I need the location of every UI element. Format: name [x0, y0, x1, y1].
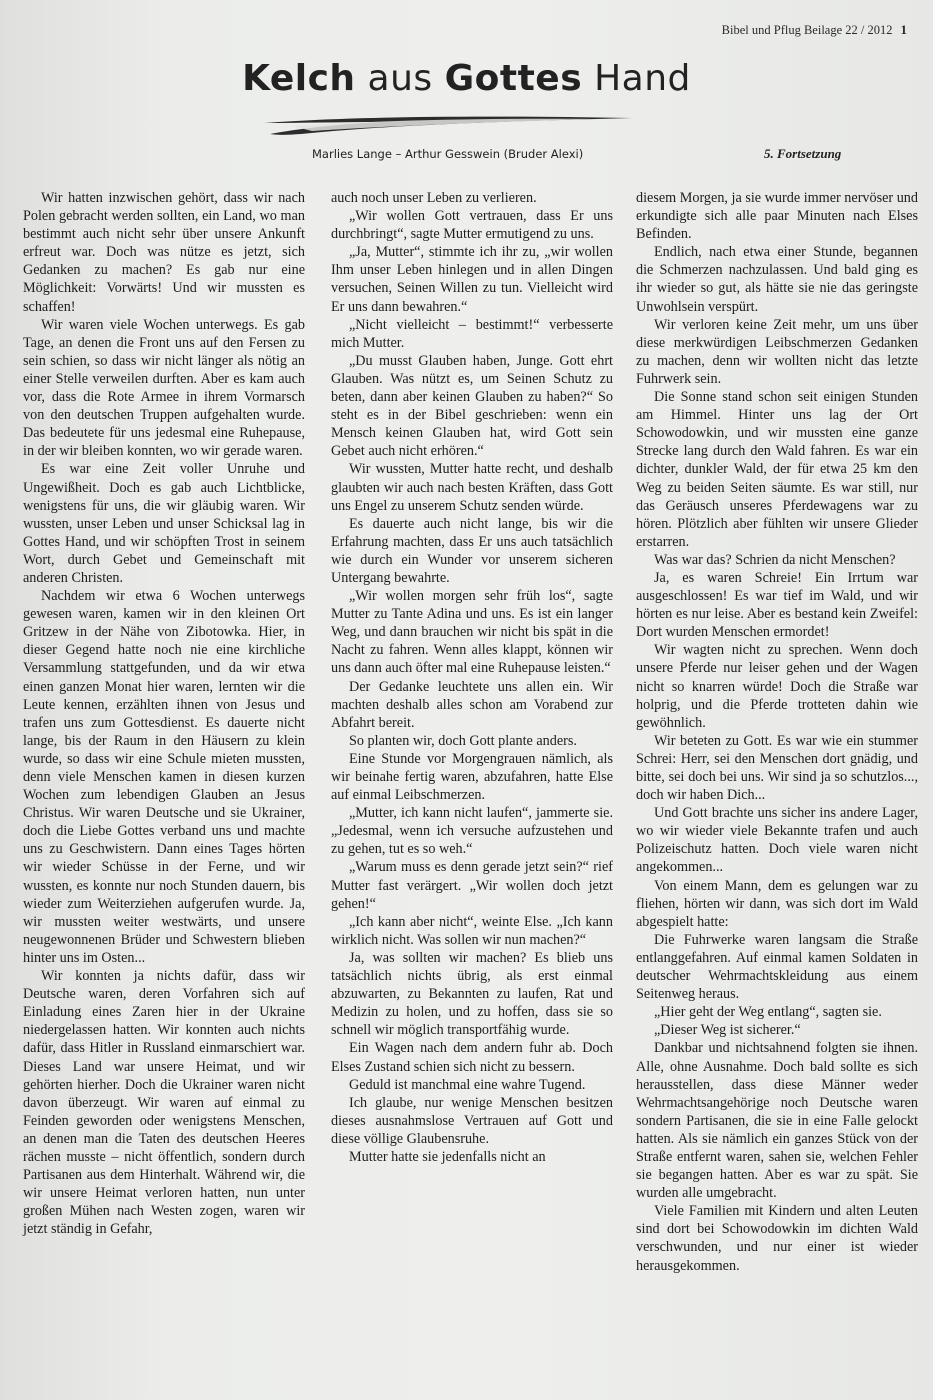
paragraph: Ein Wagen nach dem andern fuhr ab. Doch Elses Zustand schien sich nicht zu bessern. — [331, 1040, 613, 1075]
paragraph: Von einem Mann, dem es gelungen war zu fliehen, hörten wir dann, was sich dort im Wald abgespielt hatte: — [636, 877, 918, 930]
paragraph: Die Fuhrwerke waren langsam die Straße entlanggefahren. Auf einmal kamen Soldaten in deutscher Wehrmachtskleidung aus einem Seitenweg heraus. — [636, 931, 918, 1003]
paragraph: Geduld ist manchmal eine wahre Tugend. — [349, 1076, 586, 1093]
paragraph: diesem Morgen, ja sie wurde immer nervöser und erkundigte sich alle paar Minuten nach Elses Befinden. — [636, 190, 918, 243]
paragraph: Der Gedanke leuchtete uns allen ein. Wir machten deshalb alles schon am Vorabend zur Abfahrt bereit. — [331, 678, 613, 731]
paragraph: Und Gott brachte uns sicher ins andere Lager, wo wir wieder viele Bekannte trafen und auch Polizeischutz hatten. Doch viele waren nicht angekommen... — [636, 805, 918, 876]
paragraph: Wir waren viele Wochen unterwegs. Es gab Tage, an denen die Front uns auf den Fersen zu sein schien, so dass wir nicht länger als nötig an einer Stelle verweilen durften. Aber es kam auch vor, dass die Rote Armee in ihrem Vormarsch von den deutschen Truppen aufgehalten wurde. Das bedeutete für uns jedesmal eine Ruhepause, in der wir bleiben konnten, wo wir gerade waren. — [23, 316, 305, 460]
paragraph: „Wir wollen Gott vertrauen, dass Er uns durchbringt“, sagte Mutter ermutigend zu uns. — [331, 208, 613, 243]
running-head-text: Bibel und Pflug Beilage 22 / 2012 — [721, 23, 893, 37]
paragraph: Wir beteten zu Gott. Es war wie ein stummer Schrei: Herr, sei den Menschen dort gnädig, und bitte, sei doch bei uns. Wir sind ja so schutzlos..., doch wir haben Dich... — [636, 732, 918, 804]
paragraph: „Warum muss es denn gerade jetzt sein?“ rief Mutter fast verärgert. „Wir wollen doch jetzt gehen!“ — [331, 859, 613, 912]
paragraph: Viele Familien mit Kindern und alten Leuten sind dort bei Schowodowkin im dichten Wald verschwunden, und nur einer ist wieder herausgekommen. — [636, 1203, 918, 1274]
paragraph: Wir wagten nicht zu sprechen. Wenn doch unsere Pferde nur leiser gehen und der Wagen nicht so knarren würde! Doch die Straße war holprig, und die Pferde trotteten dahin wie gewöhnlich. — [636, 642, 918, 731]
paragraph: „Nicht vielleicht – bestimmt!“ verbesserte mich Mutter. — [331, 316, 613, 351]
paragraph: Ja, was sollten wir machen? Es blieb uns tatsächlich nichts übrig, als erst einmal abzuwarten, zu Bekannten zu laufen, Rat und Medizin zu holen, und zu hoffen, dass sie so schnell wir möglich transportfähig wurde. — [331, 949, 613, 1039]
paragraph: Nachdem wir etwa 6 Wochen unterwegs gewesen waren, kamen wir in den kleinen Ort Gritzew in der Nähe von Zibotowka. Hier, in dieser Gegend hatte noch nie eine kirchliche Versammlung stattgefunden, und da wir etwa einen ganzen Monat hier waren, lernten wir die Leute kennen, erzählten ihnen von Jesus und trafen uns zum Gottesdienst. Es dauerte nicht lange, bis der Raum in den Häusern zu klein wurde, so dass wir eine Schule mieten mussten, denn viele Menschen kamen in diesen kurzen Wochen zum lebendigen Glauben an Jesus Christus. Wir waren Deutsche und sie Ukrainer, doch die Liebe Gottes verband uns und machte uns zu Geschwistern. Dann eines Tages hörten wir wieder Schüsse in der Ferne, und wir wussten, es konnte nur noch Stunden dauern, bis wieder zum Weiterziehen aufgerufen wurde. Ja, wir mussten weiter westwärts, und unsere neugewonnenen Brüder und Schwestern blieben hinter uns im Osten... — [23, 588, 305, 966]
paragraph: Die Sonne stand schon seit einigen Stunden am Himmel. Hinter uns lag der Ort Schowodowkin, und wir mussten eine ganze Strecke lang durch den Wald fahren. Es war ein dichter, dunkler Wald, der für etwa 25 km den Weg zu beiden Seiten säumte. Es war still, nur das Geräusch unseres Pferdewagens war zu hören. Plötzlich aber fühlten wir unsere Glieder erstarren. — [636, 389, 918, 550]
paragraph: Wir hatten inzwischen gehört, dass wir nach Polen gebracht werden sollten, ein Land, wo man bestimmt auch nicht sehr über unsere Ankunft erfreut war. Doch was nütze es jetzt, sich Gedanken zu machen? Es gab nur eine Möglichkeit: Vorwärts! Und wir mussten es schaffen! — [23, 190, 305, 315]
paragraph: Dankbar und nichtsahnend folgten sie ihnen. Alle, ohne Ausnahme. Doch bald sollte es sich herausstellen, dass diese Männer weder Wehrmachtsangehörige noch Deutsche waren sondern Partisanen, die sie in eine Falle gelockt hatten. Als sie nämlich ein ganzes Stück von der Straße entfernt waren, sahen sie, welchen Fehler sie begangen hatten. Aber es war zu spät. Sie wurden alle umgebracht. — [636, 1040, 918, 1202]
paragraph: auch noch unser Leben zu verlieren. — [331, 190, 537, 206]
paragraph: „Ich kann aber nicht“, weinte Else. „Ich kann wirklich nicht. Was sollen wir nun machen?“ — [331, 913, 613, 948]
paragraph: So planten wir, doch Gott plante anders. — [349, 732, 577, 749]
paragraph: „Dieser Weg ist sicherer.“ — [654, 1022, 801, 1039]
byline-authors: Marlies Lange – Arthur Gesswein (Bruder Alexi) — [312, 147, 584, 161]
paragraph: Ich glaube, nur wenige Menschen besitzen dieses ausnahmslose Vertrauen auf Gott und diese völlige Glaubensruhe. — [331, 1094, 613, 1147]
page-number: 1 — [900, 22, 907, 37]
paragraph: Mutter hatte sie jedenfalls nicht an — [349, 1148, 546, 1165]
title-word-3: Gottes — [444, 58, 583, 99]
title-swash-ornament — [262, 112, 634, 138]
title-word-2: aus — [367, 58, 433, 99]
paragraph: „Hier geht der Weg entlang“, sagten sie. — [654, 1004, 882, 1021]
article-title — [0, 58, 933, 99]
text-column-3 — [636, 189, 918, 1275]
paragraph: „Wir wollen morgen sehr früh los“, sagte Mutter zu Tante Adina und uns. Es ist ein langer Weg, und dann brauchen wir nicht bis spät in die Nacht zu fahren. Wenn alles klappt, können wir uns dann auch öfter mal eine Ruhepause leisten.“ — [331, 588, 613, 677]
text-column-1 — [23, 189, 305, 1238]
paragraph: „Mutter, ich kann nicht laufen“, jammerte sie. „Jedesmal, wenn ich versuche aufzustehen und zu gehen, tut es so weh.“ — [331, 805, 613, 858]
paragraph: Es war eine Zeit voller Unruhe und Ungewißheit. Doch es gab auch Lichtblicke, wenigstens für uns, die wir gläubig waren. Wir wussten, unser Leben und unser Schicksal lag in Gottes Hand, und wir schöpften Trost in seinem Wort, durch Gebet und Gemeinschaft mit anderen Christen. — [23, 461, 305, 586]
paragraph: Endlich, nach etwa einer Stunde, begannen die Schmerzen nachzulassen. Und bald ging es ihr wieder so gut, als hätte sie nie das geringste Unwohlsein verspürt. — [636, 244, 918, 315]
paragraph: Wir wussten, Mutter hatte recht, und deshalb glaubten wir auch nach besten Kräften, dass Gott uns Engel zu unserem Schutz senden würde. — [331, 461, 613, 514]
running-header — [722, 22, 907, 38]
paragraph: Wir verloren keine Zeit mehr, um uns über diese merkwürdigen Leibschmerzen Gedanken zu machen, denn wir wollten nicht das letzte Fuhrwerk sein. — [636, 316, 918, 387]
paragraph: „Du musst Glauben haben, Junge. Gott ehrt Glauben. Was nützt es, um Seinen Schutz zu beten, dann aber keinen Glauben zu haben?“ So steht es in der Bibel geschrieben: wenn ein Mensch keinen Glauben hat, wird Gott sein Gebet auch nicht erhören.“ — [331, 352, 613, 460]
paragraph: „Ja, Mutter“, stimmte ich ihr zu, „wir wollen Ihm unser Leben hinlegen und in allen Dingen versuchen, Seinen Willen zu tun. Vielleicht wird Er uns dann bewahren.“ — [331, 244, 613, 315]
paragraph: Eine Stunde vor Morgengrauen nämlich, als wir beinahe fertig waren, abzufahren, hatte Else auf einmal Leibschmerzen. — [331, 750, 613, 804]
title-word-1: Kelch — [242, 58, 356, 99]
text-column-2 — [331, 189, 613, 1166]
title-word-4: Hand — [594, 58, 691, 99]
paragraph: Ja, es waren Schreie! Ein Irrtum war ausgeschlossen! Es war tief im Wald, und wir hörten es nur leise. Aber es bestand kein Zweifel: Dort wurden Menschen ermordet! — [636, 569, 918, 641]
paragraph: Wir konnten ja nichts dafür, dass wir Deutsche waren, deren Vorfahren sich auf Einladung eines Zaren hier in der Ukraine niedergelassen hatten. Wir konnten auch nichts dafür, dass Hitler in Russland einmarschiert war. Dieses Land war unsere Heimat, und wir gehörten hierher. Doch die Ukrainer waren nicht davon überzeugt. Wir waren auf einmal zu Feinden geworden oder wenigstens Menschen, an denen man die Taten des deutschen Heeres rächen musste – nicht öffentlich, sondern durch Partisanen aus dem Hinterhalt. Während wir, die wir unsere Heimat verloren hatten, nun unter großen Mühen nach Westen zogen, waren wir jetzt ständig in Gefahr, — [23, 968, 305, 1238]
sequel-label: 5. Fortsetzung — [764, 146, 842, 161]
paragraph: Es dauerte auch nicht lange, bis wir die Erfahrung machten, dass Er uns auch tatsächlich wie durch ein Wunder vor unserem sicheren Untergang bewahrte. — [331, 515, 613, 586]
paragraph: Was war das? Schrien da nicht Menschen? — [654, 551, 896, 568]
